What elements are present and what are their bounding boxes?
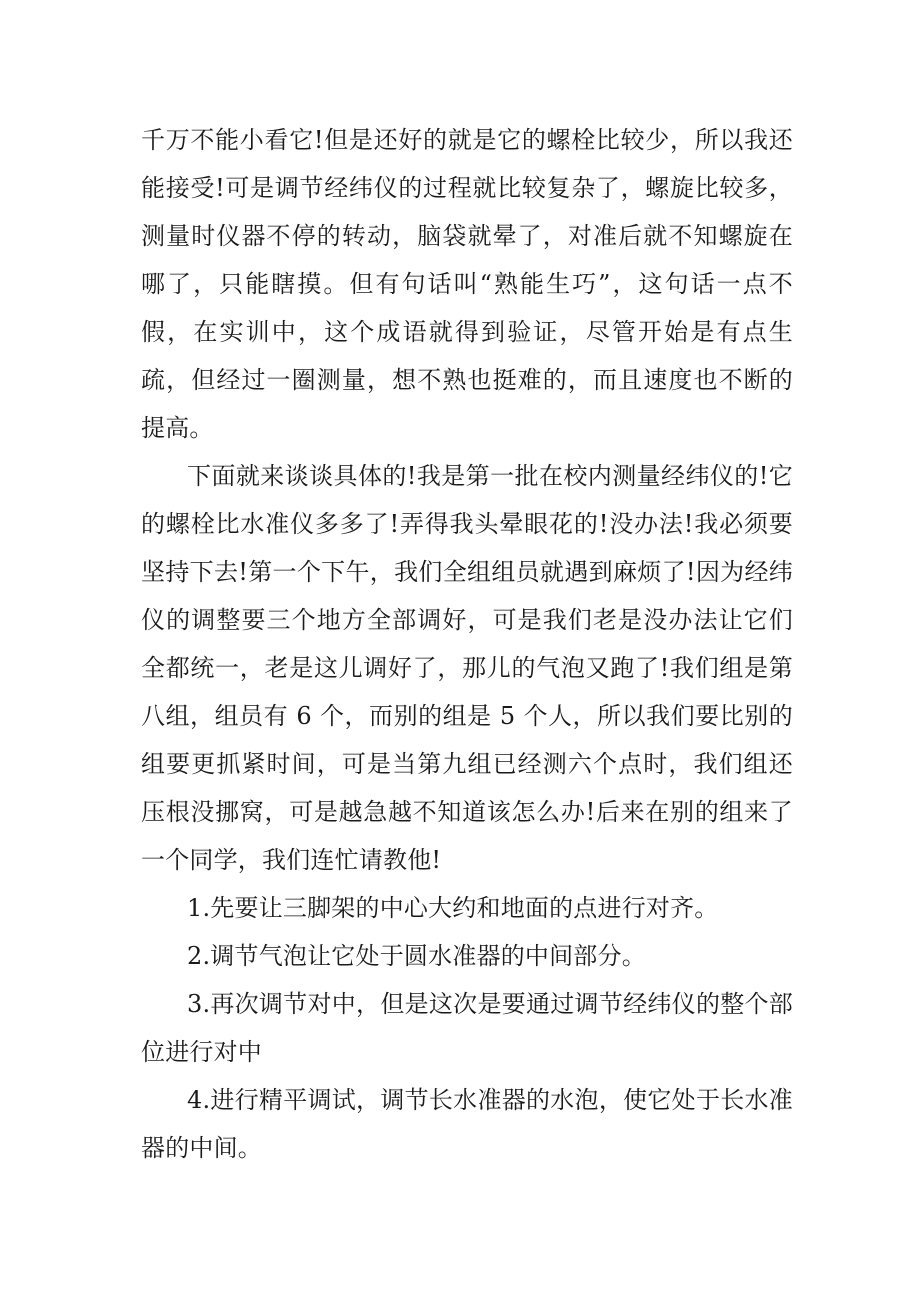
document-body (141, 116, 793, 1172)
step-3: 3.再次调节对中，但是这次是要通过调节经纬仪的整个部位进行对中 (141, 990, 793, 1066)
step-1: 1.先要让三脚架的中心大约和地面的点进行对齐。 (187, 894, 719, 922)
step-2: 2.调节气泡让它处于圆水准器的中间部分。 (187, 942, 646, 970)
paragraph-intro: 千万不能小看它!但是还好的就是它的螺栓比较少，所以我还能接受!可是调节经纬仪的过程就比较复杂了，螺旋比较多，测量时仪器不停的转动，脑袋就晕了，对准后就不知螺旋在哪了，只能瞎摸。但有句话叫“熟能生巧”，这句话一点不假，在实训中，这个成语就得到验证，尽管开始是有点生疏，但经过一圈测量，想不熟也挺难的，而且速度也不断的提高。 (141, 126, 793, 442)
paragraph-experience: 下面就来谈谈具体的!我是第一批在校内测量经纬仪的!它的螺栓比水准仪多多了!弄得我头晕眼花的!没办法!我必须要坚持下去!第一个下午，我们全组组员就遇到麻烦了!因为经纬仪的调整要三个地方全部调好，可是我们老是没办法让它们全都统一，老是这儿调好了，那儿的气泡又跑了!我们组是第八组，组员有 6 个，而别的组是 5 个人，所以我们要比别的组要更抓紧时间，可是当第九组已经测六个点时，我们组还压根没挪窝，可是越急越不知道该怎么办!后来在别的组来了一个同学，我们连忙请教他! (141, 462, 793, 874)
step-4: 4.进行精平调试，调节长水准器的水泡，使它处于长水准器的中间。 (141, 1086, 793, 1162)
